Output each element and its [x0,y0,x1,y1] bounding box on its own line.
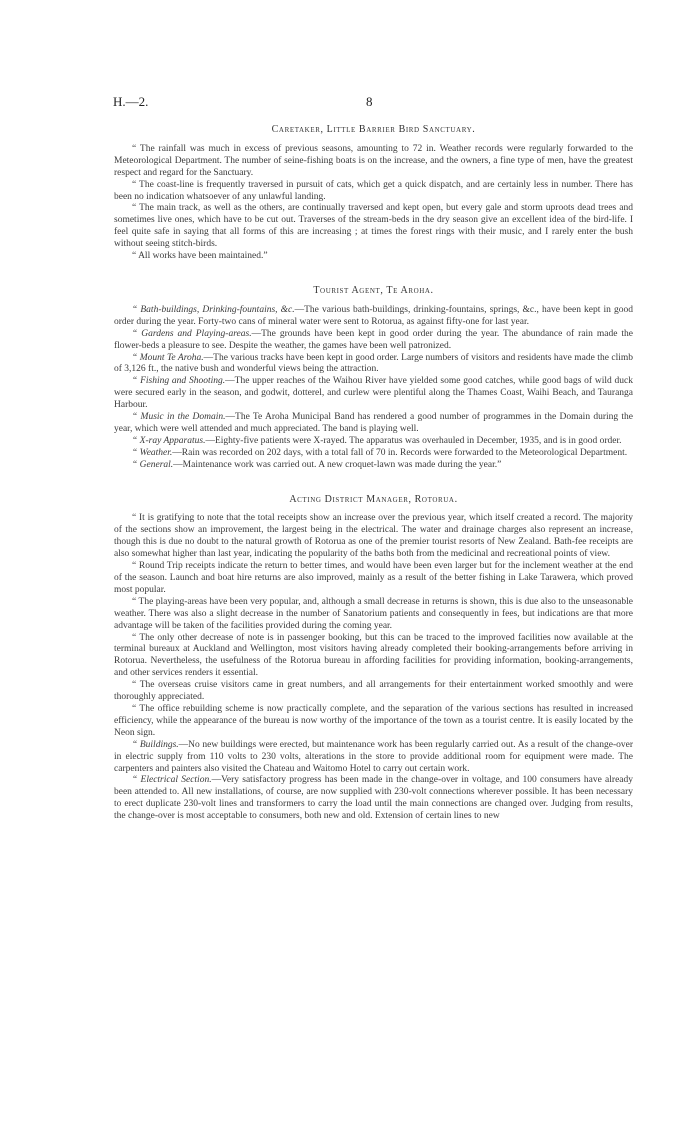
section-district-manager-report [114,494,633,823]
paragraph: “ It is gratifying to note that the total receipts show an increase over the previous year, which itself created a record. The majority of the sections show an improvement, the largest being in the electrical. The water and drainage charges also represent an increase, though this is due no doubt to the natural growth of Rotorua as one of the premier tourist resorts of New Zealand. Bath-fee receipts are also somewhat higher than last year, indicating the popularity of the baths both from the medicinal and recreational points of view. [114,513,633,560]
paragraph: “ The overseas cruise visitors came in great numbers, and all arrangements for their entertainment worked smoothly and were thoroughly appreciated. [114,680,633,703]
paragraph: “ The only other decrease of note is in passenger booking, but this can be traced to the improved facilities now available at the terminal bureaux at Auckland and Wellington, most visitors having already completed their booking-arrangements before arriving in Rotorua. Nevertheless, the usefulness of the Rotorua bureau in affording facilities for providing information, booking-arrangements, and other services renders it essential. [114,632,633,679]
page-header [0,94,700,110]
paragraph: “ X-ray Apparatus.—Eighty-five patients were X-rayed. The apparatus was overhauled in December, 1935, and is in good order. [132,435,622,446]
paragraph: “ Music in the Domain.—The Te Aroha Municipal Band has rendered a good number of programmes in the Domain during the year, which were well attended and much appreciated. The band is playing well. [114,412,634,434]
paragraph: “ Buildings.—No new buildings were erected, but maintenance work has been regularly carried out. As a result of the change-over in electric supply from 110 volts to 230 volts, alterations in the store to provide additional room for equipment were made. The carpenters and painters also visited the Chateau and Waitomo Hotel to carry out certain work. [114,739,634,774]
paragraph-heading: “ Fishing and Shooting. [132,376,226,387]
paragraph-heading: “ Electrical Section. [132,775,212,786]
paragraph-heading: “ Mount Te Aroha. [132,352,204,363]
paragraph: “ Bath-buildings, Drinking-fountains, &c.—The various bath-buildings, drinking-fountains, springs, &c., have been kept in good order during the year. Forty-two cans of mineral water were sent to Rotorua, as against fifty-one for last year. [114,304,633,327]
paragraph-heading: “ Weather. [132,447,173,458]
paragraph: “ All works have been maintained.” [132,251,268,262]
paragraph-heading: “ Gardens and Playing-areas. [132,328,252,339]
page-reference: H.—2. [113,94,149,109]
paragraph: “ Round Trip receipts indicate the return to better times, and would have been even larger but for the inclement weather at the end of the season. Launch and boat hire returns are also improved, mainly as a result of the better fishing in Lake Tarawera, which proved most popular. [114,561,633,595]
paragraph: “ The main track, as well as the others, are continually traversed and kept open, but every gale and storm uproots dead trees and sometimes live ones, which have to be cut out. Traverses of the stream-beds in the dry season give an excellent idea of the bird-life. I feel quite safe in saying that all forms of this are increasing ; at times the forest rings with their music, and I rarely enter the bush without seeing stitch-birds. [114,203,633,250]
section-title: Acting District Manager, Rotorua. [289,493,458,505]
paragraph-heading: “ X-ray Apparatus. [132,435,206,446]
paragraph-heading: “ Music in the Domain. [132,412,226,423]
document-body [114,124,633,845]
section-title: Tourist Agent, Te Aroha. [313,284,434,296]
section-caretaker-report [114,124,633,263]
paragraph: “ Electrical Section.—Very satisfactory progress has been made in the change-over in voltage, and 100 consumers have already been attended to. All new installations, of course, are now supplied with 230-volt connections wherever possible. It has been necessary to erect duplicate 230-volt lines and transformers to carry the load until the main connections are changed over. Judging from results, the change-over is most acceptable to consumers, both new and old. Extension of certain lines to new [114,775,634,822]
paragraph: “ Fishing and Shooting.—The upper reaches of the Waihou River have yielded some good catches, while good bags of wild duck were secured early in the season, and godwit, dotterel, and curlew were plentiful along the Thames Coast, Waihi Beach, and Tauranga Harbour. [114,376,634,411]
paragraph-heading: “ Buildings. [132,739,179,750]
paragraph: “ The office rebuilding scheme is now practically complete, and the separation of the various sections has resulted in increased efficiency, while the appearance of the bureau is now worthy of the importance of the town as a tourist centre. It is easily located by the Neon sign. [114,703,633,738]
section-tourist-agent-report [114,285,633,472]
paragraph: “ The rainfall was much in excess of previous seasons, amounting to 72 in. Weather records were regularly forwarded to the Meteorological Department. The number of seine-fishing boats is on the increase, and the owners, a fine type of men, have the greatest respect and regard for the Sanctuary. [114,143,633,178]
paragraph: “ The coast-line is frequently traversed in pursuit of cats, which get a quick dispatch, and are certainly less in number. There has been no indication whatsoever of any unlawful landing. [114,179,633,202]
paragraph-heading: “ General. [132,459,174,470]
paragraph-heading: “ Bath-buildings, Drinking-fountains, &c. [132,304,295,315]
paragraph: “ Gardens and Playing-areas.—The grounds have been kept in good order during the year. The abundance of rain made the flower-beds a pleasure to see. Despite the weather, the games have been well patronized. [114,328,634,351]
paragraph: “ Weather.—Rain was recorded on 202 days, with a total fall of 70 in. Records were forwarded to the Meteorological Department. [132,447,628,458]
page-number: 8 [366,94,373,109]
paragraph: “ Mount Te Aroha.—The various tracks have been kept in good order. Large numbers of visitors and residents have made the climb of 3,126 ft., the native bush and wonderful views being the attraction. [114,352,633,375]
section-title: Caretaker, Little Barrier Bird Sanctuary. [271,124,476,135]
paragraph: “ The playing-areas have been very popular, and, although a small decrease in returns is shown, this is due also to the unseasonable weather. There was also a slight decrease in the number of Sanatorium patients and consequently in fees, but indications are that more advantage will be taken of the facilities provided during the coming year. [114,596,633,631]
paragraph: “ General.—Maintenance work was carried out. A new croquet-lawn was made during the year.” [132,459,502,470]
